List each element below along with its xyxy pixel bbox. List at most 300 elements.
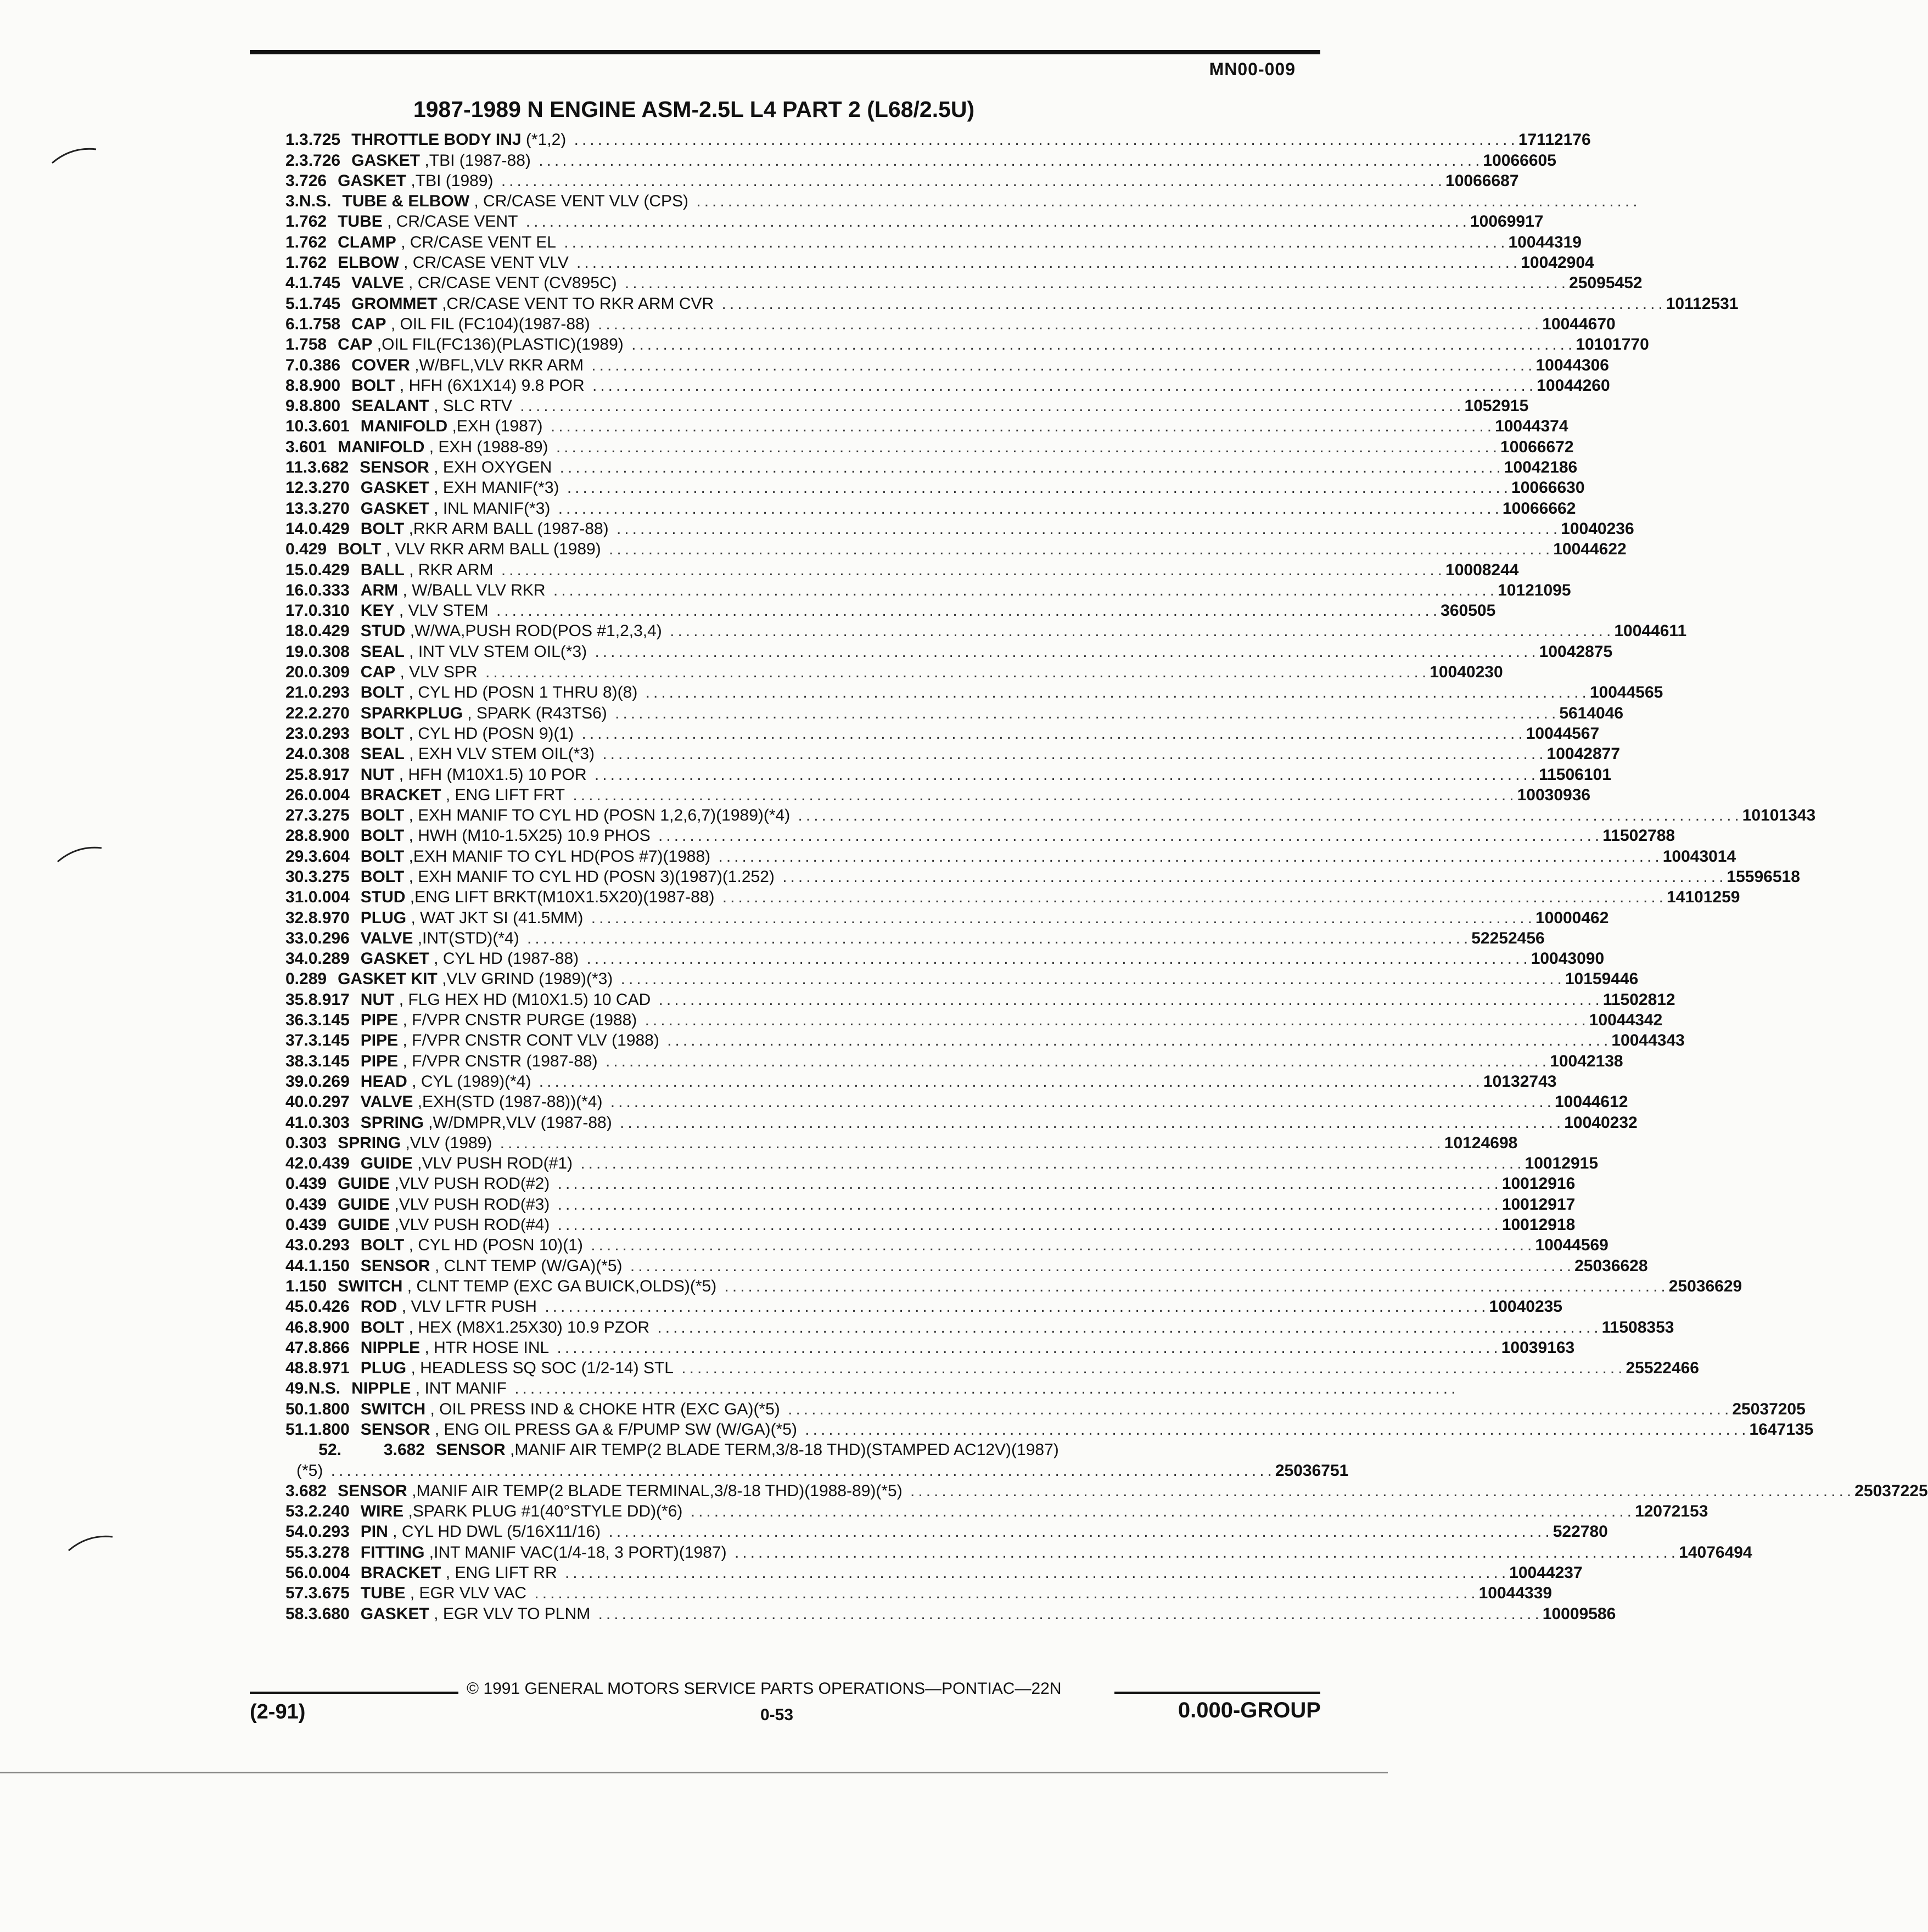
part-number: 25036628 [1574,1256,1648,1275]
item-number: 56. [285,1564,309,1582]
parts-row [285,1378,1459,1399]
parts-row [285,1051,1623,1071]
part-description [338,539,1553,559]
leader-dots: ........................................................................................................................ [530,151,1483,170]
part-name: PIPE [360,1011,399,1030]
leader-dots: ........................................................................................................................ [616,274,1570,293]
item-number: 33. [285,929,309,947]
parts-row [285,1071,1557,1092]
part-number: 25522466 [1626,1359,1699,1378]
item-number: 26. [285,785,309,804]
item-number: 17. [285,602,309,620]
group-number: 0.293 [308,683,350,702]
part-description [360,457,1504,478]
leader-dots: ........................................................................................................................ [493,171,1446,190]
part-description [361,1563,1509,1583]
item-number: 57. [285,1584,309,1603]
parts-row [285,1521,1608,1542]
parts-row [285,1296,1562,1317]
leader-dots: ........................................................................................................................ [662,622,1615,641]
part-description [351,396,1464,416]
group-number: 1.800 [308,1420,350,1439]
group-number: 8.971 [308,1359,350,1378]
group-number: 8.866 [308,1338,350,1357]
part-name: STUD [360,622,406,641]
copyright-text: © 1991 GENERAL MOTORS SERVICE PARTS OPERATIONS—PONTIAC—22N [467,1680,1062,1698]
part-qualifier: ,MANIF AIR TEMP(2 BLADE TERM,3/8-18 THD)(STAMPED AC12V)(1987) [505,1441,1059,1459]
part-description [361,1235,1535,1255]
part-name: ELBOW [338,254,399,272]
group-number: 0.289 [285,970,327,989]
part-description [361,1604,1543,1624]
leader-dots: ........................................................................................................................ [601,540,1554,559]
parts-row [285,375,1610,396]
part-name: ROD [360,1298,397,1316]
item-number: 6. [285,314,300,333]
part-number: 12072153 [1634,1502,1708,1521]
part-name: WIRE [360,1502,404,1521]
group-number: 0.333 [308,581,350,599]
group-number: 2.270 [308,704,350,722]
part-number: 10030936 [1517,785,1591,804]
part-number: 15596518 [1727,867,1800,886]
part-qualifier: , RKR ARM [404,560,494,579]
parts-row [285,805,1816,825]
parts-row [285,1276,1742,1296]
part-number: 10044612 [1555,1093,1628,1111]
part-number: 1647135 [1749,1420,1814,1439]
leader-dots: ........................................................................................................................ [323,1461,1275,1480]
group-number: 0.429 [308,560,350,579]
part-description [361,1051,1550,1071]
part-qualifier: ,EXH(STD (1987-88))(*4) [413,1093,603,1111]
part-name: GUIDE [338,1216,390,1234]
part-description [361,1296,1489,1317]
part-name: PLUG [360,908,407,927]
part-qualifier: ,CR/CASE VENT TO RKR ARM CVR [437,294,714,313]
part-description [351,1378,1459,1399]
part-number: 10012916 [1501,1175,1576,1193]
leader-dots: ........................................................................................................................ [590,1604,1543,1623]
part-number: 10012915 [1525,1154,1599,1173]
parts-row [285,887,1740,907]
parts-row [285,867,1800,887]
part-name: BOLT [360,519,405,538]
item-number: 8. [285,376,300,395]
group-number: 3.278 [308,1543,350,1562]
part-name: BOLT [360,683,405,702]
leader-dots: ........................................................................................................................ [650,827,1603,845]
parts-row [285,1255,1648,1276]
part-name: PIPE [360,1052,399,1070]
part-description [361,1583,1479,1603]
group-number: 1.762 [285,233,327,251]
group-number: 0.308 [308,642,350,661]
part-description [351,150,1483,171]
leader-dots: ........................................................................................................................ [545,581,1498,599]
scan-mark-3 [66,1531,115,1553]
item-number: 40. [285,1093,309,1111]
parts-row [285,1317,1674,1337]
leader-dots: ........................................................................................................................ [550,1216,1502,1234]
group-number: 1.758 [285,335,327,354]
part-name: ARM [360,581,399,599]
part-qualifier: ,W/DMPR,VLV (1987-88) [423,1113,612,1132]
item-number: 48. [285,1359,309,1378]
part-number: 10043014 [1662,847,1736,866]
part-description [351,314,1542,334]
part-number: 10042875 [1539,642,1613,661]
part-name: SENSOR [360,458,429,477]
part-description [361,723,1526,744]
part-number: 10121095 [1498,581,1571,599]
group-number: 3.682 [383,1441,425,1459]
part-qualifier: (*1,2) [521,131,567,149]
parts-row [285,1235,1608,1255]
group-number: 0.004 [308,785,350,804]
group-number: 3.275 [308,806,350,825]
group-number: 8.800 [299,397,341,415]
part-description [351,375,1537,396]
parts-row [285,846,1736,866]
parts-row [285,1481,1928,1501]
part-description [361,1092,1555,1112]
part-number: 10066672 [1500,437,1574,456]
item-number: 51. [285,1420,309,1439]
leader-dots: ........................................................................................................................ [493,560,1446,579]
item-number: 25. [285,765,309,784]
leader-dots: ........................................................................................................................ [726,1543,1679,1562]
part-description [361,642,1539,662]
part-description [338,1173,1502,1194]
part-description [361,1501,1635,1521]
parts-row [285,1399,1806,1419]
part-number: 10012917 [1501,1195,1576,1214]
part-qualifier: , HEX (M8X1.25X30) 10.9 PZOR [404,1318,650,1336]
leader-dots: ........................................................................................................................ [597,1052,1550,1070]
group-number: N.S. [299,192,332,211]
item-number: 50. [285,1400,309,1418]
part-number: 5614046 [1559,704,1624,722]
page-title: 1987-1989 N ENGINE ASM-2.5L L4 PART 2 (L68/2.5U) [413,97,975,122]
part-name: BOLT [360,724,405,743]
part-number: 25036629 [1668,1277,1742,1295]
part-number: 10044306 [1535,356,1609,374]
leader-dots: ........................................................................................................................ [902,1481,1855,1500]
part-qualifier: , INT MANIF [411,1379,507,1398]
group-number: 0.297 [308,1093,350,1111]
leader-dots: ........................................................................................................................ [568,254,1521,272]
group-number: 3.725 [299,131,341,149]
part-description [351,273,1569,293]
date-code: (2-91) [250,1700,306,1723]
group-number: 0.429 [308,622,350,641]
part-name: TUBE [360,1584,406,1603]
part-qualifier: , F/VPR CNSTR PURGE (1988) [398,1011,637,1030]
part-description [361,928,1471,948]
part-description [361,498,1503,519]
part-name: CAP [360,663,396,682]
group-number: 3.675 [308,1584,350,1603]
part-description [361,1358,1626,1378]
part-name: SWITCH [338,1277,403,1295]
parts-row [285,252,1594,273]
part-number: 10069917 [1470,212,1544,231]
part-name: BOLT [360,1318,405,1336]
part-description [338,252,1521,273]
part-qualifier: (*5) [296,1461,323,1480]
leader-dots: ........................................................................................................................ [488,602,1441,620]
item-number: 58. [285,1604,309,1623]
parts-row [285,1358,1699,1378]
part-description [338,1276,1669,1296]
part-description [361,519,1561,539]
leader-dots: ........................................................................................................................ [582,1236,1535,1255]
part-description [361,1542,1679,1563]
parts-row [285,825,1675,846]
part-number: 10124698 [1444,1133,1518,1152]
part-number: 10044342 [1589,1011,1663,1030]
part-description [361,846,1663,867]
part-qualifier: ,VLV PUSH ROD(#4) [390,1216,550,1234]
part-name: SPRING [338,1133,401,1152]
item-number: 22. [285,704,309,722]
part-name: SENSOR [360,1256,430,1275]
item-number: 45. [285,1298,309,1316]
item-number: 7. [285,356,300,374]
group-number: 0.429 [285,540,327,559]
part-qualifier: ,OIL FIL(FC136)(PLASTIC)(1989) [372,335,624,354]
parts-row [285,1112,1638,1132]
part-name: GASKET [338,171,407,190]
part-description [338,171,1445,191]
parts-row [285,641,1613,661]
part-qualifier: , CR/CASE VENT VLV (CPS) [469,192,689,211]
part-number: 10044339 [1478,1584,1553,1603]
group-number: 8.900 [308,1318,350,1336]
parts-row [285,1030,1685,1051]
item-number: 49. [285,1379,309,1398]
leader-dots: ........................................................................................................................ [688,192,1641,211]
item-number: 24. [285,745,309,763]
leader-dots: ........................................................................................................................ [607,704,1560,722]
scan-mark-2 [55,843,104,864]
part-description [361,600,1441,621]
part-description [342,191,1640,211]
parts-row [285,1440,1324,1460]
part-description [361,416,1495,436]
part-name: SEAL [360,642,405,661]
group-number: 3.680 [308,1604,350,1623]
part-number: 10040232 [1564,1113,1638,1132]
leader-dots: ........................................................................................................................ [595,745,1547,763]
part-description [361,662,1430,682]
group-label: 0.000-GROUP [1178,1698,1321,1722]
part-description [361,1010,1589,1030]
leader-dots: ........................................................................................................................ [565,785,1517,804]
part-name: GUIDE [338,1195,390,1214]
part-qualifier: , CYL HD (POSN 1 THRU 8)(8) [404,683,638,702]
parts-row [285,539,1627,559]
leader-dots: ........................................................................................................................ [506,1379,1459,1398]
group-number: 3.145 [308,1052,350,1070]
group-number: 0.293 [308,1523,350,1541]
part-description [361,580,1498,600]
part-qualifier: , HTR HOSE INL [420,1338,550,1357]
part-description [338,1215,1502,1235]
parts-row [285,416,1568,436]
leader-dots: ........................................................................................................................ [673,1359,1626,1378]
page-number: 0-53 [760,1706,794,1724]
item-number: 39. [285,1072,309,1091]
part-qualifier: ,VLV PUSH ROD(#3) [390,1195,550,1214]
part-name: BOLT [360,1236,405,1255]
item-number: 43. [285,1236,309,1255]
part-number: 10066630 [1511,479,1585,497]
part-description [361,682,1590,703]
part-name: GASKET [351,151,421,170]
part-name: SENSOR [360,1420,430,1439]
part-qualifier: ,VLV GRIND (1989)(*3) [437,970,613,989]
group-number: 3.726 [299,151,341,170]
part-description [361,703,1560,723]
item-number: 42. [285,1154,309,1173]
part-qualifier: ,VLV (1989) [401,1133,492,1152]
item-number: 19. [285,642,309,661]
group-number: 3.601 [285,437,327,456]
item-number: 35. [285,990,309,1009]
parts-row [285,211,1544,232]
parts-row [285,436,1574,457]
part-name: STUD [360,888,406,907]
item-number: 20. [285,663,309,682]
item-number: 15. [285,560,309,579]
part-description [296,1461,1275,1481]
group-number: 0.308 [308,745,350,763]
part-qualifier: , CYL HD (1987-88) [429,950,579,968]
parts-row [285,1563,1583,1583]
group-number: 0.303 [308,1113,350,1132]
part-name: NUT [360,765,395,784]
part-number: 10044622 [1553,540,1627,559]
part-name: GASKET [360,479,429,497]
part-number: 14076494 [1679,1543,1752,1562]
item-number: 23. [285,724,309,743]
leader-dots: ........................................................................................................................ [556,233,1509,251]
part-number: 14101259 [1667,888,1740,907]
part-description [361,1030,1612,1051]
part-description [361,1419,1750,1440]
part-number: 1052915 [1464,397,1529,415]
item-number: 16. [285,581,309,599]
part-qualifier: , F/VPR CNSTR CONT VLV (1988) [398,1031,659,1050]
part-qualifier: , ENG LIFT FRT [441,785,565,804]
group-number: 1.745 [299,274,341,293]
leader-dots: ........................................................................................................................ [637,1011,1589,1030]
part-qualifier: , CR/CASE VENT VLV [399,254,569,272]
part-number: 10112531 [1666,294,1739,313]
part-number: 522780 [1553,1523,1608,1541]
part-number: 10044567 [1526,724,1600,743]
parts-row [285,1460,1349,1480]
part-name: BOLT [360,867,405,886]
part-number: 10044343 [1611,1031,1685,1050]
part-description [351,294,1666,314]
parts-row [285,498,1576,518]
part-name: GROMMET [351,294,438,313]
part-name: NIPPLE [360,1338,421,1357]
parts-row [285,478,1585,498]
part-description [361,1153,1525,1173]
part-name: BOLT [351,376,395,395]
leader-dots: ........................................................................................................................ [548,437,1501,456]
leader-dots: ........................................................................................................................ [531,1072,1483,1091]
group-number: 3.145 [308,1011,350,1030]
part-number: 10101770 [1576,335,1649,354]
part-number: 10042138 [1550,1052,1623,1070]
part-qualifier: ,EXH MANIF TO CYL HD(POS #7)(1988) [404,847,711,866]
parts-row [285,1338,1575,1358]
group-number: 0.439 [285,1195,327,1214]
part-name: BALL [360,560,405,579]
part-qualifier: , CYL HD (POSN 9)(1) [404,724,574,743]
part-description [351,130,1518,150]
group-number: 1.150 [308,1256,350,1275]
part-qualifier: , EXH (1988-89) [424,437,548,456]
parts-row [285,519,1634,539]
part-name: NIPPLE [351,1379,411,1398]
part-qualifier: , F/VPR CNSTR (1987-88) [398,1052,598,1070]
part-description [361,785,1517,805]
part-number: 10043090 [1531,950,1605,968]
parts-row [285,130,1591,150]
parts-row [285,785,1591,805]
item-number: 4. [285,274,300,293]
part-name: BOLT [360,806,405,825]
part-number: 10044319 [1508,233,1582,251]
part-number: 10044260 [1537,376,1610,395]
part-number: 360505 [1441,602,1496,620]
part-description [361,744,1547,764]
group-number: 3.682 [285,1481,327,1500]
parts-row [285,355,1609,375]
document-code: MN00-009 [1209,59,1296,79]
part-name: MANIFOLD [338,437,425,456]
part-qualifier: , WAT JKT SI (41.5MM) [406,908,584,927]
part-number: 11508353 [1601,1318,1674,1336]
part-qualifier: , CR/CASE VENT [382,212,518,231]
group-number: 1.745 [299,294,341,313]
parts-row [285,1194,1576,1214]
parts-row [285,171,1519,191]
group-number: 8.900 [308,827,350,845]
parts-row [285,744,1621,764]
part-qualifier: ,TBI (1987-88) [420,151,531,170]
item-number: 41. [285,1113,309,1132]
part-qualifier: , CYL HD (POSN 10)(1) [404,1236,583,1255]
part-number: 10044374 [1495,417,1568,436]
part-qualifier: ,VLV PUSH ROD(#2) [390,1175,550,1193]
part-qualifier: ,W/WA,PUSH ROD(POS #1,2,3,4) [405,622,662,641]
leader-dots: ........................................................................................................................ [714,888,1667,907]
leader-dots: ........................................................................................................................ [608,519,1561,538]
part-description [338,232,1508,252]
part-qualifier: ,INT(STD)(*4) [413,929,519,947]
group-number: 0.289 [308,950,350,968]
parts-row [285,1501,1708,1521]
leader-dots: ........................................................................................................................ [559,479,1512,497]
scan-mark-1 [49,144,99,166]
